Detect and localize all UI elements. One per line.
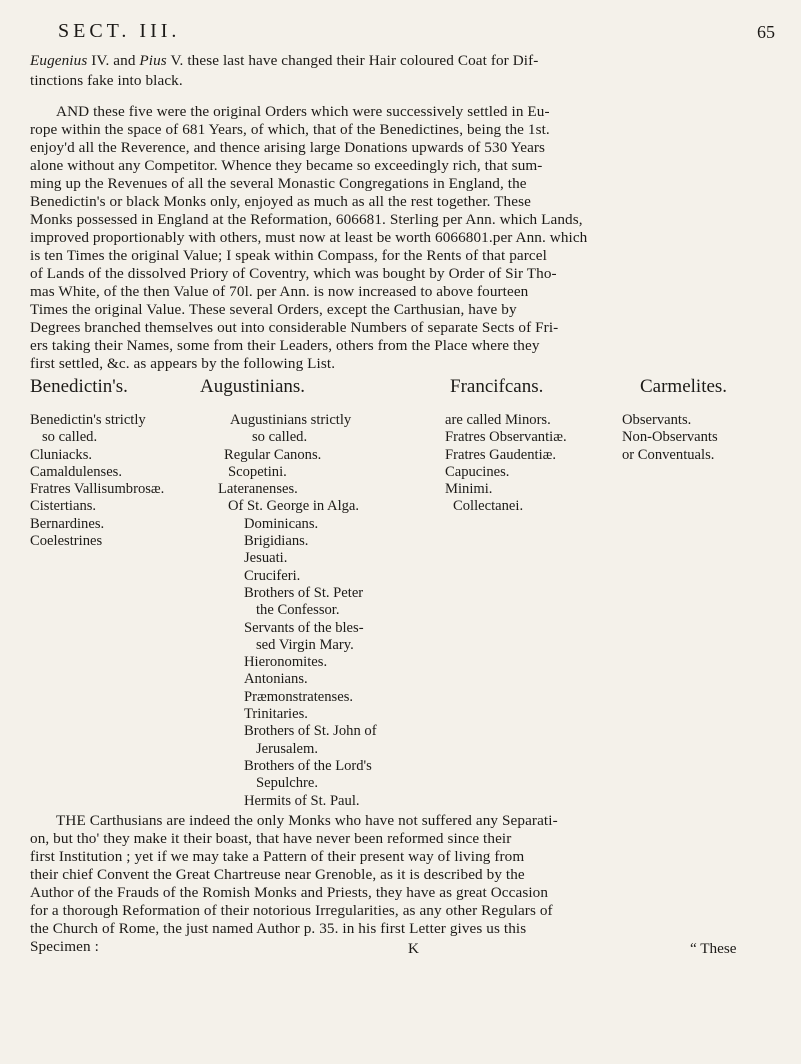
list-item: Fratres Observantiæ. bbox=[445, 429, 567, 446]
list-item: Hermits of St. Paul. bbox=[244, 792, 360, 809]
list-item: Non-Observants bbox=[622, 429, 718, 446]
list-item: so called. bbox=[252, 429, 308, 446]
running-header bbox=[58, 20, 775, 48]
list-item: Cistertians. bbox=[30, 498, 97, 515]
list-item: Trinitaries. bbox=[244, 706, 308, 723]
para2-line: Benedictin's or black Monks only, enjoyed as much as all the rest together. These bbox=[30, 193, 531, 210]
list-item: Benedictin's strictly bbox=[30, 412, 146, 428]
heading-augustinians: Augustinians. bbox=[200, 376, 306, 397]
list-item: Brothers of the Lord's bbox=[244, 757, 372, 774]
para2-line: mas White, of the then Value of 70l. per Ann. is now increased to above fourteen bbox=[30, 283, 529, 300]
para3-line: Author of the Frauds of the Romish Monks and Priests, they have as great Occasion bbox=[30, 884, 549, 901]
para2-line: ers taking their Names, some from their Leaders, others from the Place where they bbox=[30, 337, 540, 354]
list-item: Lateranenses. bbox=[218, 481, 298, 498]
text-run: V. these last have changed their Hair coloured Coat for Dif- bbox=[166, 52, 539, 69]
para3-line: for a thorough Reformation of their notorious Irregularities, as any other Regulars of bbox=[30, 902, 553, 919]
list-item: Servants of the bles- bbox=[244, 619, 364, 636]
column-franciscans bbox=[445, 412, 567, 516]
para2-line: alone without any Competitor. Whence they became so exceedingly rich, that sum- bbox=[30, 157, 543, 174]
para2-line: ming up the Revenues of all the several Monastic Congregations in England, the bbox=[30, 175, 527, 192]
heading-carmelites: Carmelites. bbox=[640, 376, 728, 397]
para2-line: of Lands of the dissolved Priory of Coventry, which was bought by Order of Sir Tho- bbox=[30, 265, 557, 282]
list-item: Sepulchre. bbox=[256, 775, 319, 792]
list-item: Camaldulenses. bbox=[30, 463, 123, 480]
text-run: IV. and bbox=[87, 52, 140, 69]
heading-franciscans: Francifcans. bbox=[450, 376, 544, 397]
para2-line: rope within the space of 681 Years, of which, that of the Benedictines, being the 1st. bbox=[30, 121, 550, 138]
list-item: Coelestrines bbox=[30, 533, 103, 550]
para2-line: enjoy'd all the Reverence, and thence arising large Donations upwards of 530 Years bbox=[30, 139, 546, 156]
signature-mark: K bbox=[408, 940, 419, 957]
catchword: “ These bbox=[690, 940, 737, 957]
list-item: are called Minors. bbox=[445, 412, 551, 428]
para3-line: the Church of Rome, the just named Author p. 35. in his first Letter gives us this bbox=[30, 920, 527, 937]
list-item: Cruciferi. bbox=[244, 567, 301, 584]
list-item: or Conventuals. bbox=[622, 446, 715, 463]
para1-line-2 bbox=[30, 72, 183, 90]
para3-line: their chief Convent the Great Chartreuse near Grenoble, as it is described by the bbox=[30, 866, 525, 883]
name-pius: Pius bbox=[139, 52, 167, 69]
list-item: Scopetini. bbox=[228, 463, 287, 480]
list-item: Brigidians. bbox=[244, 533, 309, 550]
para3-line: THE Carthusians are indeed the only Monks who have not suffered any Separati- bbox=[56, 812, 558, 829]
page-number: 65 bbox=[757, 22, 775, 42]
para2-line: Monks possessed in England at the Reformation, 606681. Sterling per Ann. which Lands, bbox=[30, 211, 583, 228]
para2-line: first settled, &c. as appears by the following List. bbox=[30, 355, 336, 372]
list-item: Minimi. bbox=[445, 481, 493, 498]
list-item: Regular Canons. bbox=[224, 446, 322, 463]
para3-line: Specimen : bbox=[30, 938, 99, 955]
para3-line: first Institution ; yet if we may take a Pattern of their present way of living from bbox=[30, 848, 525, 865]
para2-line: Times the original Value. These several Orders, except the Carthusian, have by bbox=[30, 301, 517, 318]
list-item: Brothers of St. Peter bbox=[244, 584, 364, 601]
list-item: Brothers of St. John of bbox=[244, 723, 377, 740]
list-item: Jerusalem. bbox=[256, 740, 319, 757]
list-item: Jesuati. bbox=[244, 550, 288, 567]
list-item: Dominicans. bbox=[244, 515, 319, 532]
list-item: Bernardines. bbox=[30, 515, 105, 532]
para2-line: is ten Times the original Value; I speak within Compass, for the Rents of that parcel bbox=[30, 247, 547, 264]
column-benedictins bbox=[30, 412, 164, 550]
column-augustinians bbox=[218, 412, 377, 810]
text-run: tinctions fake into black. bbox=[30, 72, 183, 89]
list-item: Cluniacks. bbox=[30, 446, 93, 463]
list-item: Observants. bbox=[622, 412, 692, 428]
para2-line: improved proportionably with others, must now at least be worth 6066801.per Ann. which bbox=[30, 229, 588, 246]
para2-line: Degrees branched themselves out into considerable Numbers of separate Sects of Fri- bbox=[30, 319, 559, 336]
para2-line: AND these five were the original Orders which were successively settled in Eu- bbox=[56, 103, 550, 120]
list-headings bbox=[30, 376, 790, 404]
list-item: Collectanei. bbox=[453, 498, 524, 515]
list-item: the Confessor. bbox=[256, 602, 340, 619]
column-carmelites bbox=[622, 412, 718, 464]
heading-benedictins: Benedictin's. bbox=[30, 376, 128, 397]
para3-line: on, but tho' they make it their boast, that have never been reformed since their bbox=[30, 830, 512, 847]
list-item: Hieronomites. bbox=[244, 654, 328, 671]
list-item: sed Virgin Mary. bbox=[256, 636, 354, 653]
list-item: Of St. George in Alga. bbox=[228, 498, 360, 515]
list-item: Augustinians strictly bbox=[230, 412, 352, 428]
section-heading: SECT. III. bbox=[58, 20, 181, 42]
list-item: Capucines. bbox=[445, 463, 510, 480]
list-item: Fratres Vallisumbrosæ. bbox=[30, 481, 165, 498]
name-eugenius: Eugenius bbox=[30, 52, 88, 69]
list-item: so called. bbox=[42, 429, 98, 446]
list-item: Fratres Gaudentiæ. bbox=[445, 446, 557, 463]
list-item: Præmonstratenses. bbox=[244, 688, 354, 705]
list-item: Antonians. bbox=[244, 671, 308, 688]
para1-line-1 bbox=[30, 52, 538, 70]
